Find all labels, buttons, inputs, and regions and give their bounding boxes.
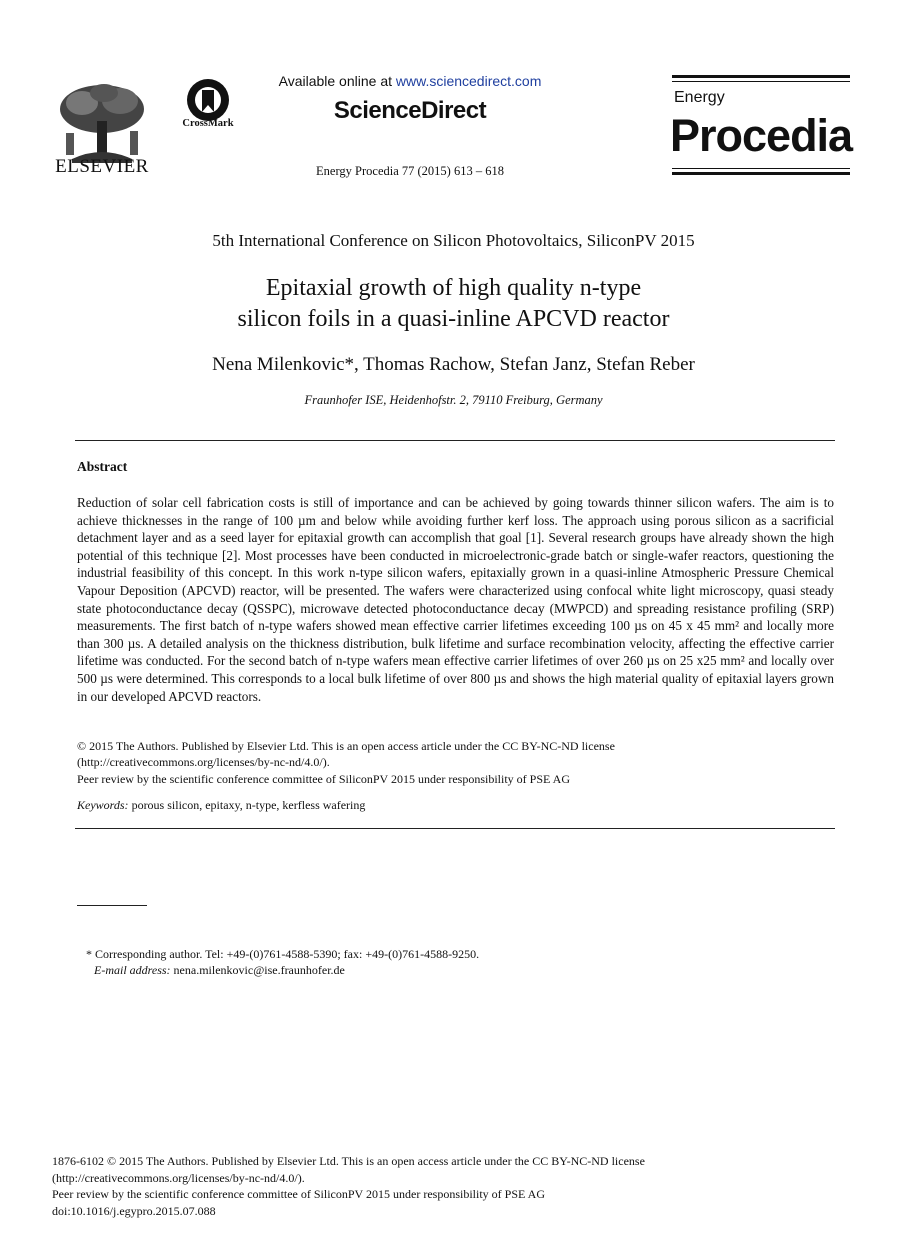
journal-logo-rule — [672, 75, 850, 78]
email-label: E-mail address: — [94, 963, 171, 977]
journal-logo-rule — [672, 172, 850, 175]
email-address[interactable]: nena.milenkovic@ise.fraunhofer.de — [170, 963, 345, 977]
sciencedirect-wordmark: ScienceDirect — [333, 97, 487, 124]
title-line-2: silicon foils in a quasi-inline APCVD reactor — [237, 306, 670, 332]
author-list: Nena Milenkovic*, Thomas Rachow, Stefan Janz, Stefan Reber — [212, 354, 695, 375]
article-title — [0, 273, 907, 335]
doi[interactable]: doi:10.1016/j.egypro.2015.07.088 — [52, 1203, 216, 1218]
section-divider — [75, 440, 835, 441]
abstract-heading: Abstract — [77, 459, 128, 474]
journal-reference: Energy Procedia 77 (2015) 613 – 618 — [316, 164, 504, 178]
footnote — [86, 946, 786, 978]
sciencedirect-link[interactable]: www.sciencedirect.com — [395, 73, 542, 89]
license-link[interactable]: (http://creativecommons.org/licenses/by-nc-nd/4.0/). — [77, 755, 330, 770]
available-online-line — [230, 73, 590, 89]
issn-copyright: 1876-6102 © 2015 The Authors. Published by Elsevier Ltd. This is an open access article under the CC BY-NC-ND license — [52, 1154, 645, 1168]
corresponding-author: * Corresponding author. Tel: +49-(0)761-4588-5390; fax: +49-(0)761-4588-9250. — [86, 947, 480, 961]
email-line — [86, 962, 786, 978]
journal-logo-procedia: Procedia — [670, 110, 853, 161]
elsevier-wordmark: ELSEVIER — [55, 156, 149, 177]
keywords-list: porous silicon, epitaxy, n-type, kerfless wafering — [128, 798, 366, 812]
footer-license-link[interactable]: (http://creativecommons.org/licenses/by-nc-nd/4.0/). — [52, 1170, 305, 1185]
journal-logo-rule — [672, 81, 850, 82]
footnote-rule — [77, 905, 147, 906]
affiliation: Fraunhofer ISE, Heidenhofstr. 2, 79110 Freiburg, Germany — [304, 393, 603, 407]
copyright-line: © 2015 The Authors. Published by Elsevier Ltd. This is an open access article under the CC BY-NC-ND license — [77, 739, 615, 753]
section-divider — [75, 828, 835, 829]
page-footer — [52, 1153, 852, 1219]
peer-review-line: Peer review by the scientific conference committee of SiliconPV 2015 under responsibility of PSE AG — [77, 771, 571, 786]
keywords — [77, 798, 834, 813]
copyright-notice — [77, 738, 834, 787]
conference-name: 5th International Conference on Silicon Photovoltaics, SiliconPV 2015 — [212, 231, 695, 250]
abstract-text: Reduction of solar cell fabrication costs is still of importance and can be achieved by going towards thinner silicon wafers. The aim is to achieve thicknesses in the range of 100 µm and below while avoiding further kerf loss. The approach using porous silicon as a sacrificial detachment layer and as a seed layer for epitaxial growth can accomplish that goal [1]. Several research groups have already shown the high potential of this technique [2]. Most processes have been conducted in microelectronic-grade batch or single-wafer reactors, questioning the industrial feasibility of this concept. In this work n-type silicon wafers, epitaxially grown in a quasi-inline Atmospheric Pressure Chemical Vapour Deposition (APCVD) reactor, will be presented. The wafers were characterized using confocal white light microscopy, quasi steady state photoconductance decay (QSSPC), microwave detected photoconductance decay (MWPCD) and spreading resistance profiling (SRP) measurements. The first batch of n-type wafers showed mean effective carrier lifetimes exceeding 100 µs on 45 x 45 mm² and locally more than 300 µs. A detailed analysis on the thickness distribution, bulk lifetime and surface recombination velocity, affecting the effective carrier lifetime was conducted. For the second batch of n-type wafers mean effective carrier lifetimes of over 260 µs on 25 x25 mm² and locally over 500 µs were determined. This corresponds to a local bulk lifetime of over 800 µs and shows the high material quality of epitaxial layers grown in our developed APCVD reactors. — [77, 495, 834, 704]
journal-logo-energy: Energy — [674, 89, 725, 106]
title-line-1: Epitaxial growth of high quality n-type — [265, 275, 642, 301]
footer-peer-review: Peer review by the scientific conference committee of SiliconPV 2015 under responsibility of PSE AG — [52, 1187, 546, 1202]
journal-logo-rule — [672, 168, 850, 169]
keywords-label: Keywords: — [77, 798, 129, 812]
crossmark-label: CrossMark — [182, 118, 234, 129]
available-prefix: Available online at — [278, 73, 396, 89]
